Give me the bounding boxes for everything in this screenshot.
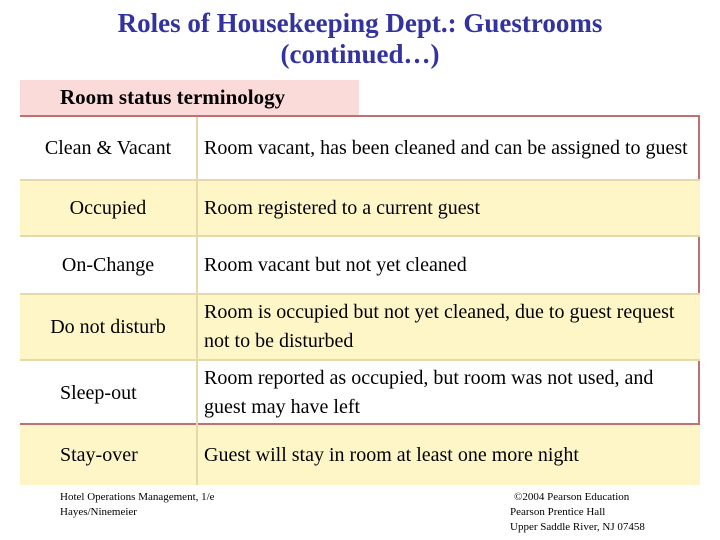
footer-authors: Hayes/Ninemeier [60,506,137,518]
definition-cell: Room vacant, has been cleaned and can be assigned to guest [204,136,688,159]
table-row-occupied [20,181,700,235]
term-cell: On-Change [61,253,155,276]
term-cell: Clean & Vacant [44,136,172,159]
column-divider [196,295,198,359]
table-row-sleep-out [20,361,700,425]
footer-publisher: ©2004 Pearson Education [514,491,630,503]
term-cell: Occupied [69,196,147,219]
footer-citation [60,490,215,520]
definition-cell: Room is occupied but not yet cleaned, due to guest request not to be disturbed [204,301,675,352]
table-row-stay-over [20,425,700,485]
term-cell: Sleep-out [60,381,137,404]
section-tab: Room status terminology [20,80,359,115]
term-cell: Do not disturb [50,315,166,338]
column-divider [196,361,198,425]
footer-copyright [510,490,645,535]
footer-book-title: Hotel Operations Management, 1/e [60,491,215,503]
definition-cell: Guest will stay in room at least one more night [204,443,579,466]
term-cell: Stay-over [60,443,138,466]
terminology-table [20,115,700,425]
title-line-2: (continued…) [280,39,440,69]
definition-cell: Room registered to a current guest [204,196,481,219]
column-divider [196,237,198,293]
definition-cell: Room vacant but not yet cleaned [204,253,467,276]
table-row-on-change [20,237,700,293]
column-divider [196,181,198,235]
table-row-clean-vacant [20,117,700,179]
title-line-1: Roles of Housekeeping Dept.: Guestrooms [117,8,603,38]
definition-cell: Room reported as occupied, but room was not used, and guest may have left [204,367,654,418]
column-divider [196,117,198,179]
footer-address: Upper Saddle River, NJ 07458 [510,521,645,533]
footer-imprint: Pearson Prentice Hall [510,506,606,518]
slide-title [0,8,720,70]
table-row-do-not-disturb [20,295,700,359]
column-divider [196,425,198,485]
